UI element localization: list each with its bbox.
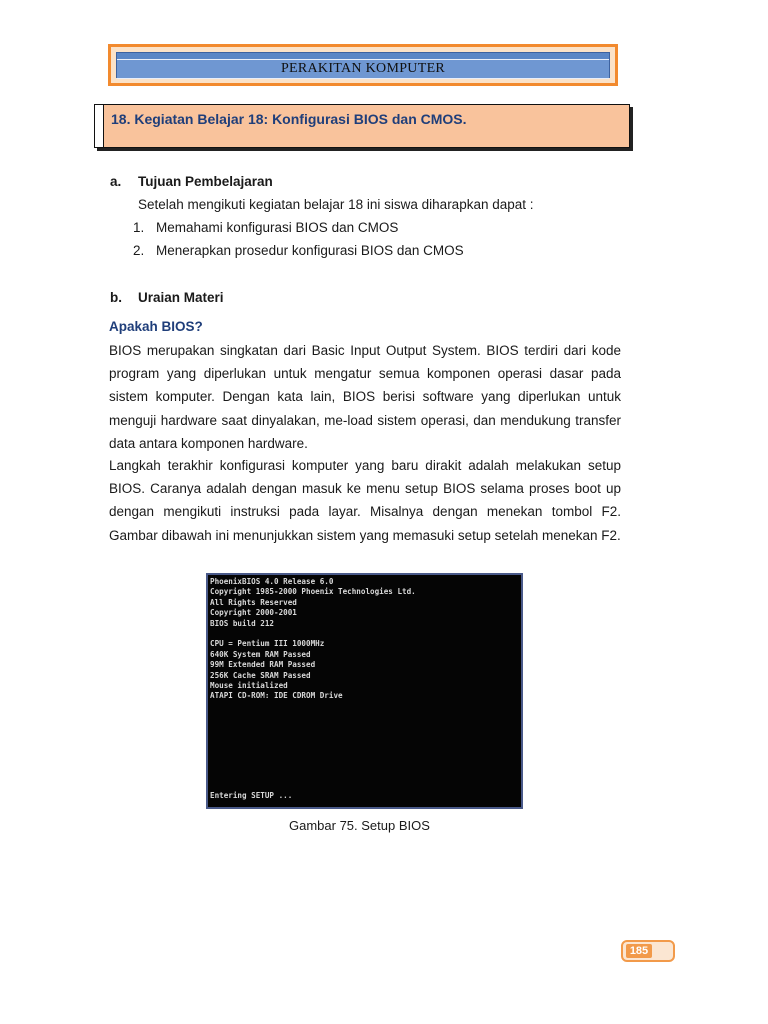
bios-line: 640K System RAM Passed — [210, 649, 311, 659]
objective-1-number: 1. — [133, 220, 145, 235]
header-banner — [108, 44, 618, 86]
bios-line: Copyright 2000-2001 — [210, 608, 297, 618]
section-b-marker: b. — [110, 290, 122, 305]
chapter-title: 18. Kegiatan Belajar 18: Konfigurasi BIOS dan CMOS. — [111, 111, 467, 127]
page-number-badge — [621, 940, 675, 962]
bios-line: Copyright 1985-2000 Phoenix Technologies Ltd. — [210, 587, 416, 597]
objective-1-text: Memahami konfigurasi BIOS dan CMOS — [156, 220, 399, 235]
bios-line: PhoenixBIOS 4.0 Release 6.0 — [210, 577, 334, 586]
objective-2-number: 2. — [133, 243, 145, 258]
bios-boot-screenshot — [206, 573, 523, 809]
section-a-intro: Setelah mengikuti kegiatan belajar 18 ini siswa diharapkan dapat : — [138, 197, 534, 212]
paragraph-bios-definition: BIOS merupakan singkatan dari Basic Input Output System. BIOS terdiri dari kode program yang diperlukan untuk mengatur semua komponen operasi dasar pada sistem komputer. Dengan kata lain, BIOS berisi software yang diperlukan untuk menguji hardware saat dinyalakan, me-load sistem operasi, dan mendukung transfer data antara komponen hardware. — [109, 343, 621, 451]
chapter-box-edge — [95, 105, 104, 147]
bios-line: CPU = Pentium III 1000MHz — [210, 639, 325, 649]
header-banner-inner — [116, 52, 610, 78]
bios-line: All Rights Reserved — [210, 597, 297, 607]
page-number: 185 — [626, 944, 652, 958]
section-a-marker: a. — [110, 174, 122, 189]
bios-line: 256K Cache SRAM Passed — [210, 670, 311, 680]
subheading-apakah-bios: Apakah BIOS? — [109, 319, 203, 334]
figure-caption: Gambar 75. Setup BIOS — [289, 818, 430, 833]
bios-line: BIOS build 212 — [210, 618, 275, 628]
chapter-title-box — [94, 104, 630, 148]
bios-line: 99M Extended RAM Passed — [210, 660, 316, 670]
section-b-title: Uraian Materi — [138, 290, 224, 305]
objective-2-text: Menerapkan prosedur konfigurasi BIOS dan CMOS — [156, 243, 464, 258]
bios-line: ATAPI CD-ROM: IDE CDROM Drive — [210, 691, 343, 701]
section-a-title: Tujuan Pembelajaran — [138, 174, 273, 189]
bios-line: Mouse initialized — [210, 681, 288, 690]
header-title: PERAKITAN KOMPUTER — [117, 59, 609, 79]
paragraph-bios-setup: Langkah terakhir konfigurasi komputer yang baru dirakit adalah melakukan setup BIOS. Caranya adalah dengan masuk ke menu setup BIOS selama proses boot up dengan mengikuti instruksi pada layar. Misalnya dengan menekan tombol F2. Gambar dibawah ini menunjukkan sistem yang memasuki setup setelah menekan F2. — [109, 458, 621, 543]
bios-entering-setup: Entering SETUP ... — [210, 791, 293, 800]
